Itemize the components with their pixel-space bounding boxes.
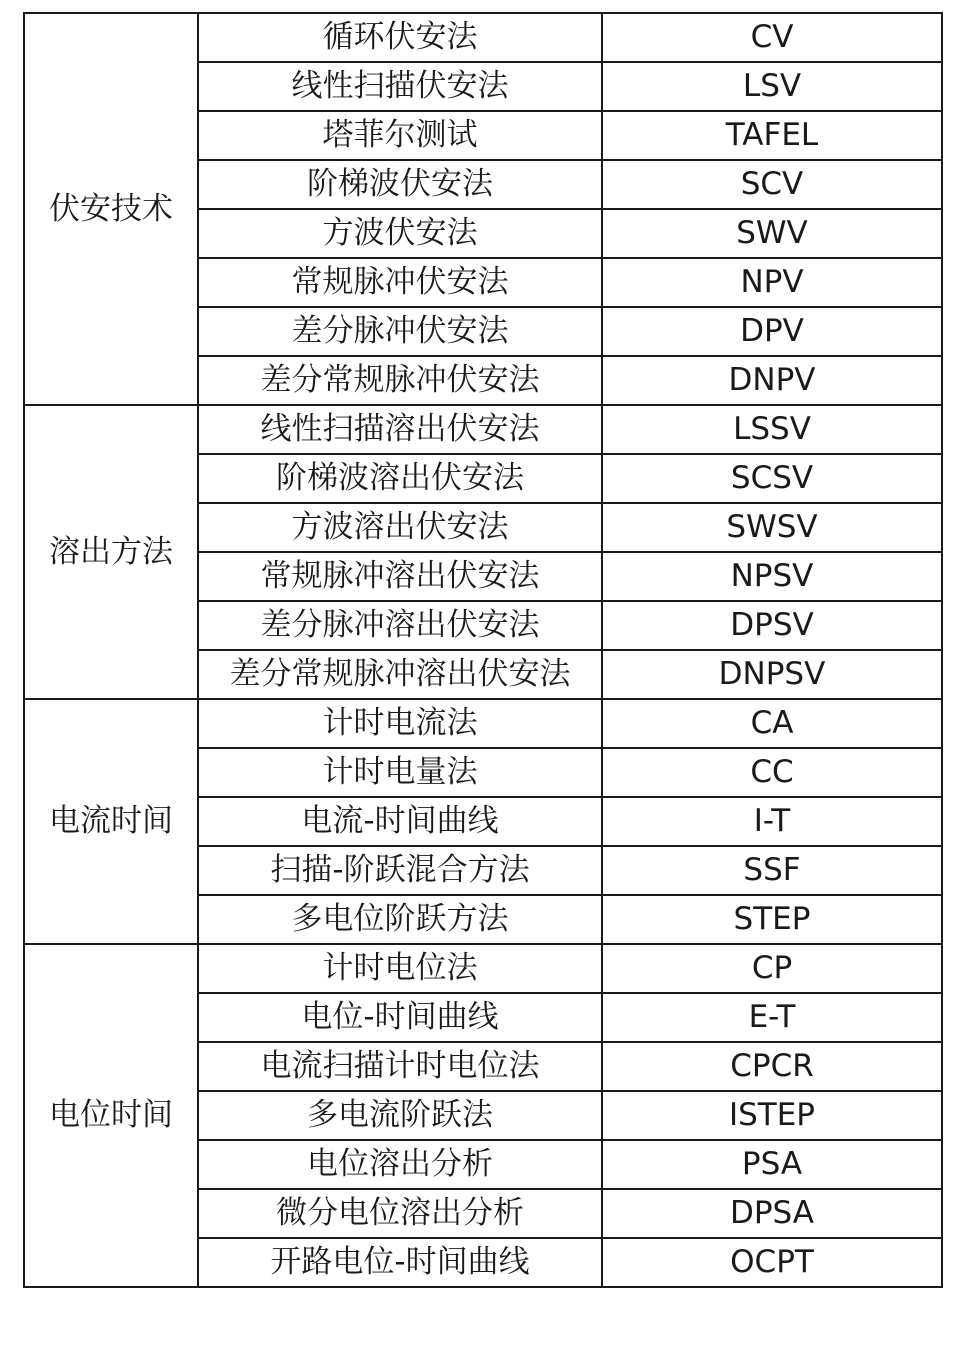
technique-abbreviation-cell: SCSV bbox=[602, 454, 942, 503]
technique-name-cell: 电流-时间曲线 bbox=[198, 797, 602, 846]
category-cell: 伏安技术 bbox=[24, 13, 198, 405]
technique-abbreviation-cell: I-T bbox=[602, 797, 942, 846]
technique-abbreviation-cell: E-T bbox=[602, 993, 942, 1042]
technique-name-cell: 差分常规脉冲伏安法 bbox=[198, 356, 602, 405]
table-row bbox=[24, 944, 942, 993]
technique-name-cell: 循环伏安法 bbox=[198, 13, 602, 62]
technique-abbreviation-cell: CA bbox=[602, 699, 942, 748]
technique-name-cell: 开路电位-时间曲线 bbox=[198, 1238, 602, 1287]
technique-abbreviation-cell: STEP bbox=[602, 895, 942, 944]
technique-name-cell: 差分脉冲溶出伏安法 bbox=[198, 601, 602, 650]
technique-abbreviation-cell: CPCR bbox=[602, 1042, 942, 1091]
technique-abbreviation-cell: DPSA bbox=[602, 1189, 942, 1238]
technique-name-cell: 微分电位溶出分析 bbox=[198, 1189, 602, 1238]
technique-abbreviation-cell: NPSV bbox=[602, 552, 942, 601]
category-cell: 电位时间 bbox=[24, 944, 198, 1287]
technique-abbreviation-cell: ISTEP bbox=[602, 1091, 942, 1140]
technique-abbreviation-cell: LSSV bbox=[602, 405, 942, 454]
table-row bbox=[24, 405, 942, 454]
technique-abbreviation-cell: CC bbox=[602, 748, 942, 797]
technique-abbreviation-cell: PSA bbox=[602, 1140, 942, 1189]
technique-name-cell: 扫描-阶跃混合方法 bbox=[198, 846, 602, 895]
technique-name-cell: 常规脉冲溶出伏安法 bbox=[198, 552, 602, 601]
technique-name-cell: 线性扫描溶出伏安法 bbox=[198, 405, 602, 454]
technique-abbreviation-cell: SWSV bbox=[602, 503, 942, 552]
category-cell: 溶出方法 bbox=[24, 405, 198, 699]
technique-abbreviation-cell: NPV bbox=[602, 258, 942, 307]
technique-abbreviation-cell: LSV bbox=[602, 62, 942, 111]
technique-abbreviation-cell: OCPT bbox=[602, 1238, 942, 1287]
technique-abbreviation-cell: SCV bbox=[602, 160, 942, 209]
technique-abbreviation-cell: TAFEL bbox=[602, 111, 942, 160]
table-body bbox=[24, 13, 942, 1287]
technique-name-cell: 阶梯波伏安法 bbox=[198, 160, 602, 209]
technique-abbreviation-cell: DPV bbox=[602, 307, 942, 356]
technique-name-cell: 电位-时间曲线 bbox=[198, 993, 602, 1042]
table-row bbox=[24, 699, 942, 748]
technique-name-cell: 计时电流法 bbox=[198, 699, 602, 748]
technique-name-cell: 计时电位法 bbox=[198, 944, 602, 993]
category-cell: 电流时间 bbox=[24, 699, 198, 944]
technique-abbreviation-cell: CP bbox=[602, 944, 942, 993]
technique-abbreviation-cell: SSF bbox=[602, 846, 942, 895]
technique-abbreviation-cell: CV bbox=[602, 13, 942, 62]
technique-name-cell: 差分脉冲伏安法 bbox=[198, 307, 602, 356]
technique-name-cell: 方波溶出伏安法 bbox=[198, 503, 602, 552]
technique-name-cell: 阶梯波溶出伏安法 bbox=[198, 454, 602, 503]
technique-name-cell: 多电位阶跃方法 bbox=[198, 895, 602, 944]
technique-name-cell: 计时电量法 bbox=[198, 748, 602, 797]
technique-abbreviation-cell: DNPSV bbox=[602, 650, 942, 699]
technique-name-cell: 常规脉冲伏安法 bbox=[198, 258, 602, 307]
technique-name-cell: 线性扫描伏安法 bbox=[198, 62, 602, 111]
table-row bbox=[24, 13, 942, 62]
technique-name-cell: 差分常规脉冲溶出伏安法 bbox=[198, 650, 602, 699]
technique-name-cell: 电位溶出分析 bbox=[198, 1140, 602, 1189]
technique-abbreviation-cell: DPSV bbox=[602, 601, 942, 650]
technique-abbreviation-cell: SWV bbox=[602, 209, 942, 258]
technique-name-cell: 方波伏安法 bbox=[198, 209, 602, 258]
techniques-table bbox=[23, 12, 943, 1288]
technique-name-cell: 电流扫描计时电位法 bbox=[198, 1042, 602, 1091]
technique-name-cell: 多电流阶跃法 bbox=[198, 1091, 602, 1140]
technique-name-cell: 塔菲尔测试 bbox=[198, 111, 602, 160]
technique-abbreviation-cell: DNPV bbox=[602, 356, 942, 405]
